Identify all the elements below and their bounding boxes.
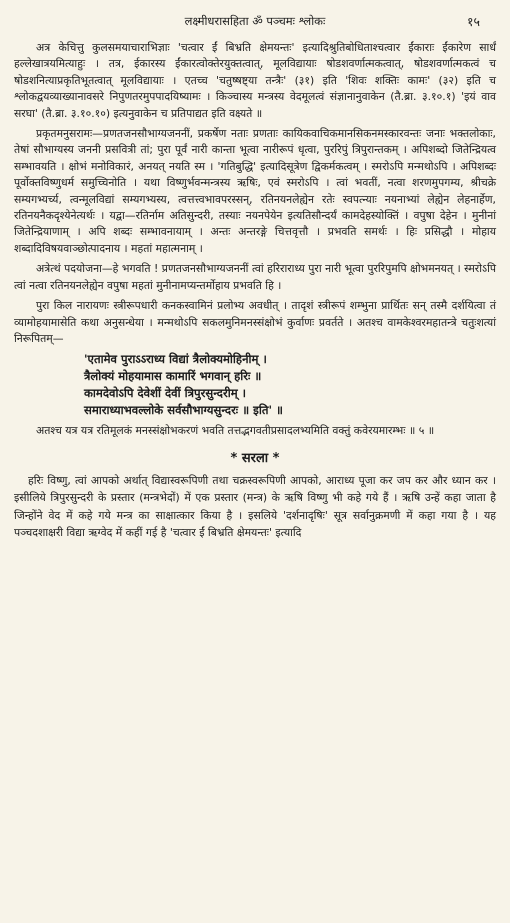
verse-line: त्रैलोक्यं मोहयामास कामारिं भगवान् हरिः ॥ [84,369,262,384]
hindi-commentary: हरिः विष्णु, त्वां आपको अर्थात् विद्यास्वरूपिणी तथा चक्रस्वरूपिणी आपको, आराध्य पूजा कर जप कर और ध्यान कर । इसीलिये त्रिपुरसुन्दरी के प्रस्तार (मन्त्रभेदों) में एक प्रस्तार (मन्त्र) के ऋषि विष्णु भी कहे गये हैं । ऋषि उन्हें कहा जाता है जिन्होंने वेद में कहे गये मन्त्र का साक्षात्कार किया है । इसलिये 'दर्शनादृषिः' सूत्र सर्वानुक्रमणी में कहा गया है । यह पञ्चदशाक्षरी विद्या ऋग्वेद में कहीं गई है 'चत्वार ईं बिभ्रति क्षेमयन्तः' इत्यादि [14,473,496,540]
header-title: लक्ष्मीधरासहिता ॐ पञ्चमः श्लोकः [184,13,326,28]
section-title: * सरला * [230,450,280,466]
commentary-paragraph-5: अतश्च यत्र यत्र रतिमूलकं मनस्संक्षोभकरणं भवति तत्तद्भगवतीप्रसादलभ्यमिति वक्तुं कवेरयमारम्भः ॥ ५ ॥ [36,424,435,438]
quoted-verse [84,351,496,419]
commentary-paragraph-3: अत्रेत्थं पदयोजना—हे भगवति ! प्रणतजनसौभाग्यजननीं त्वां हरिराराध्य पुरा नारी भूत्वा पुररिपुमपि क्षोभमनयत् । स्मरोऽपि त्वां नत्वा रतिनयनलेह्येन वपुषा महतां मुनीनामप्यन्तर्मोहाय प्रभवति हि । [14,262,496,292]
commentary-paragraph-4: पुरा किल नारायणः स्त्रीरूपधारी कनकस्वामिनं प्रलोभ्य अवधीत् । तादृशं स्त्रीरूपं शम्भुना प्रार्थितः सन् तस्मै दर्शयित्वा तं व्यामोहयामासेति कथा अनुसन्धेया । मन्मथोऽपि सकलमुनिमनस्संक्षोभं कुर्वाणः प्रवर्तते । अतश्च वामकेश्वरमहातन्त्रे चतुःशत्यां निरूपितम्— [14,299,496,345]
page-number: १५ [466,14,480,29]
verse-line: कामदेवोऽपि देवेशीं देवीं त्रिपुरसुन्दरीम् । [84,386,247,401]
verse-line: समाराध्याभवल्लोके सर्वसौभाग्यसुन्दरः ॥ इति' ॥ [84,403,284,418]
commentary-paragraph-2: प्रकृतमनुसरामः—प्रणतजनसौभाग्यजननीं, प्रकर्षेण नताः प्रणताः कायिकवाचिकमानसिकनमस्कारवन्तः जनाः भक्तलोकाः, तेषां सौभाग्यस्य जननी प्रसवित्री तां; पुरा पूर्वं नारी कान्ता भूत्वा नारीरूपं धृत्वा, पुररिपुं त्रिपुरान्तकम् । अपिशब्दो जितेन्द्रियत्व सम्भावयति । क्षोभं मनोविकारं, अनयत् नयति स्म । 'गतिबुद्धि' इत्यादिसूत्रेण द्विकर्मकत्वम् । स्मरोऽपि मन्मथोऽपि । अपिशब्दः पूर्वोक्तविष्णुधर्म समुच्चिनोति । यथा विष्णुर्भवन्मन्त्रस्य ऋषिः, एवं स्मरोऽपि । त्वां भवतीं, नत्वा शरणमुपगम्य, श्रीचक्रे सम्यगभ्यर्च्य, त्वन्मूलविद्यां सम्यगभ्यस्य, त्वत्तत्त्वभावपरस्सन्, रतिनयनलेह्येन रतेः स्वपत्न्याः नयनाभ्यां लेह्येन लेहनार्हेण, रतिनयनैकदृश्येनेत्यर्थः । यद्वा—रतिर्नाम अतिसुन्दरी, तस्याः नयनपेयेन इत्यतिसौन्दर्यं कामदेहस्योक्तिं । वपुषा देहेन । मुनीनां जितेन्द्रियाणाम् । अपि शब्दः सम्भावनायाम् । अन्तः अन्तरङ्गे चित्तवृत्तौ । प्रभवति समर्थः । हिः प्रसिद्धौ । मोहाय शब्दादिविषयवाञ्छोत्पादनाय । महतां महात्मनाम् । [14,127,496,255]
running-header [14,6,496,36]
commentary-paragraph-1: अत्र केचित्तु कुलसमयाचाराभिज्ञाः 'चत्वार ईं बिभ्रति क्षेमयन्तः' इत्यादिश्रुतिबोधिताश्चत्वार ईंकाराः ईंकारेण सार्धं हल्लेखात्रयमित्याहुः । तत्र, ईकारस्य ईंकारत्वोक्तेरयुक्तत्वात्, मूलविद्यायाः षोडशवर्णात्मकत्वात्, षोडशवर्णात्मकत्वं च षोडशनित्याप्रकृतिभूतत्वात् मूलविद्यायाः । एतच्च 'चतुष्षष्ट्या तन्त्रैः' (३१) इति 'शिवः शक्तिः कामः' (३२) इति च श्लोकद्वयव्याख्यानावसरे निपुणतरमुपपादयिष्यामः । किञ्चास्य मन्त्रस्य वेदमूलत्वं संज्ञानानुवाकेन (तै.ब्रा. ३.१०.१) 'इयं वाव सरघा' (तै.ब्रा. ३.१०.१०) इत्यनुवाकेन च प्रतिपाद्यत इति वक्ष्यते ॥ [14,41,496,120]
verse-line: 'एतामेव पुराऽऽराध्य विद्यां त्रैलोक्यमोहिनीम् । [84,352,267,367]
